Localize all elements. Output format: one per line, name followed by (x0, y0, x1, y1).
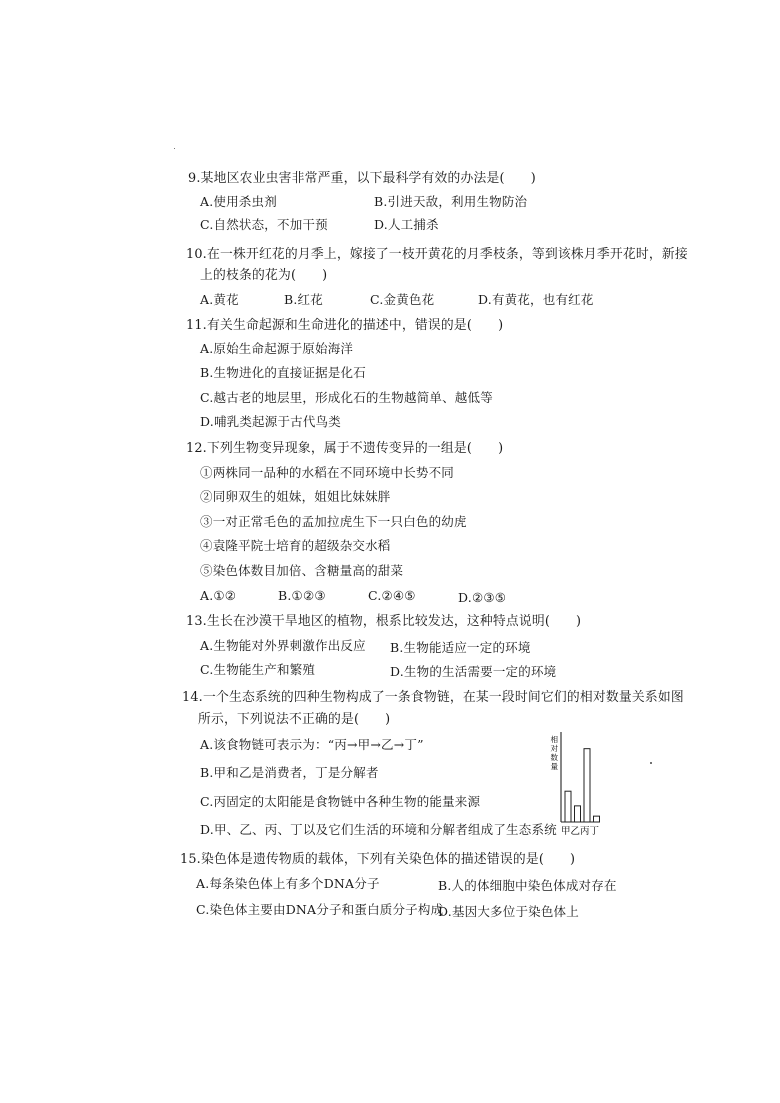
question-11-option-a: A.原始生命起源于原始海洋 (200, 341, 354, 356)
question-14-option-a: A.该食物链可表示为：“丙→甲→乙→丁” (200, 737, 424, 752)
question-12-item-3: ③一对正常毛色的孟加拉虎生下一只白色的幼虎 (200, 514, 467, 529)
question-12-stem: 12.下列生物变异现象，属于不遗传变异的一组是( ) (186, 441, 504, 456)
question-10-option-a: A.黄花 (200, 292, 239, 307)
question-12-option-c: C.②④⑤ (368, 588, 416, 603)
question-12-option-b: B.①②③ (278, 588, 326, 603)
question-9-option-b: B.引进天敌，利用生物防治 (374, 194, 528, 209)
question-14-option-d: D.甲、乙、丙、丁以及它们生活的环境和分解者组成了生态系统 (200, 822, 557, 837)
relative-quantity-bar-chart (548, 728, 610, 840)
question-11-option-b: B.生物进化的直接证据是化石 (200, 365, 366, 380)
question-13-stem: 13.生长在沙漠干旱地区的植物，根系比较发达，这种特点说明( ) (186, 614, 582, 629)
question-10-stem-line2: 上的枝条的花为( ) (200, 268, 328, 283)
scan-speck (650, 762, 652, 764)
question-15-stem: 15.染色体是遗传物质的载体，下列有关染色体的描述错误的是( ) (180, 852, 576, 867)
question-11-option-d: D.哺乳类起源于古代鸟类 (200, 414, 341, 429)
question-14-stem: 14.一个生态系统的四种生物构成了一条食物链，在某一段时间它们的相对数量关系如图 (182, 690, 684, 705)
question-14-stem-line2: 所示，下列说法不正确的是( ) (198, 712, 391, 727)
question-12-item-5: ⑤染色体数目加倍、含糖量高的甜菜 (200, 563, 404, 578)
question-15-option-b: B.人的体细胞中染色体成对存在 (438, 878, 617, 893)
question-9-option-c: C.自然状态，不加干预 (200, 217, 328, 232)
question-13-option-b: B.生物能适应一定的环境 (390, 640, 531, 655)
question-14-option-c: C.丙固定的太阳能是食物链中各种生物的能量来源 (200, 794, 481, 809)
question-13-option-c: C.生物能生产和繁殖 (200, 662, 316, 677)
question-9-option-d: D.人工捕杀 (374, 217, 439, 232)
scan-speck (174, 148, 175, 149)
question-12-item-2: ②同卵双生的姐妹，姐姐比妹妹胖 (200, 489, 391, 504)
question-13-option-d: D.生物的生活需要一定的环境 (390, 664, 557, 679)
chart-y-axis-label: 相对数量 (550, 735, 558, 771)
question-15-option-d: D.基因大多位于染色体上 (438, 904, 579, 919)
bar-丙 (584, 749, 590, 822)
bar-乙 (575, 806, 581, 822)
question-11-stem: 11.有关生命起源和生命进化的描述中，错误的是( ) (186, 318, 504, 333)
question-10-option-d: D.有黄花，也有红花 (478, 292, 594, 307)
bar-甲 (565, 791, 571, 822)
question-15-option-a: A.每条染色体上有多个DNA分子 (196, 876, 380, 891)
question-13-option-a: A.生物能对外界刺激作出反应 (200, 638, 366, 653)
question-14-option-b: B.甲和乙是消费者，丁是分解者 (200, 765, 379, 780)
question-11-option-c: C.越古老的地层里，形成化石的生物越简单、越低等 (200, 390, 493, 405)
question-10-stem: 10.在一株开红花的月季上，嫁接了一枝开黄花的月季枝条，等到该株月季开花时，新接 (186, 247, 688, 262)
question-10-option-b: B.红花 (284, 292, 323, 307)
chart-x-tick-labels: 甲乙丙丁 (561, 826, 600, 837)
question-9-option-a: A.使用杀虫剂 (200, 194, 277, 209)
question-12-option-a: A.①② (200, 588, 237, 603)
bar-丁 (594, 816, 600, 822)
question-12-item-1: ①两株同一品种的水稻在不同环境中长势不同 (200, 465, 455, 480)
question-12-item-4: ④袁隆平院士培育的超级杂交水稻 (200, 538, 391, 553)
question-10-option-c: C.金黄色花 (370, 292, 435, 307)
question-15-option-c: C.染色体主要由DNA分子和蛋白质分子构成 (196, 902, 444, 917)
question-9-stem: 9.某地区农业虫害非常严重，以下最科学有效的办法是( ) (188, 171, 536, 186)
question-12-option-d: D.②③⑤ (458, 590, 507, 605)
